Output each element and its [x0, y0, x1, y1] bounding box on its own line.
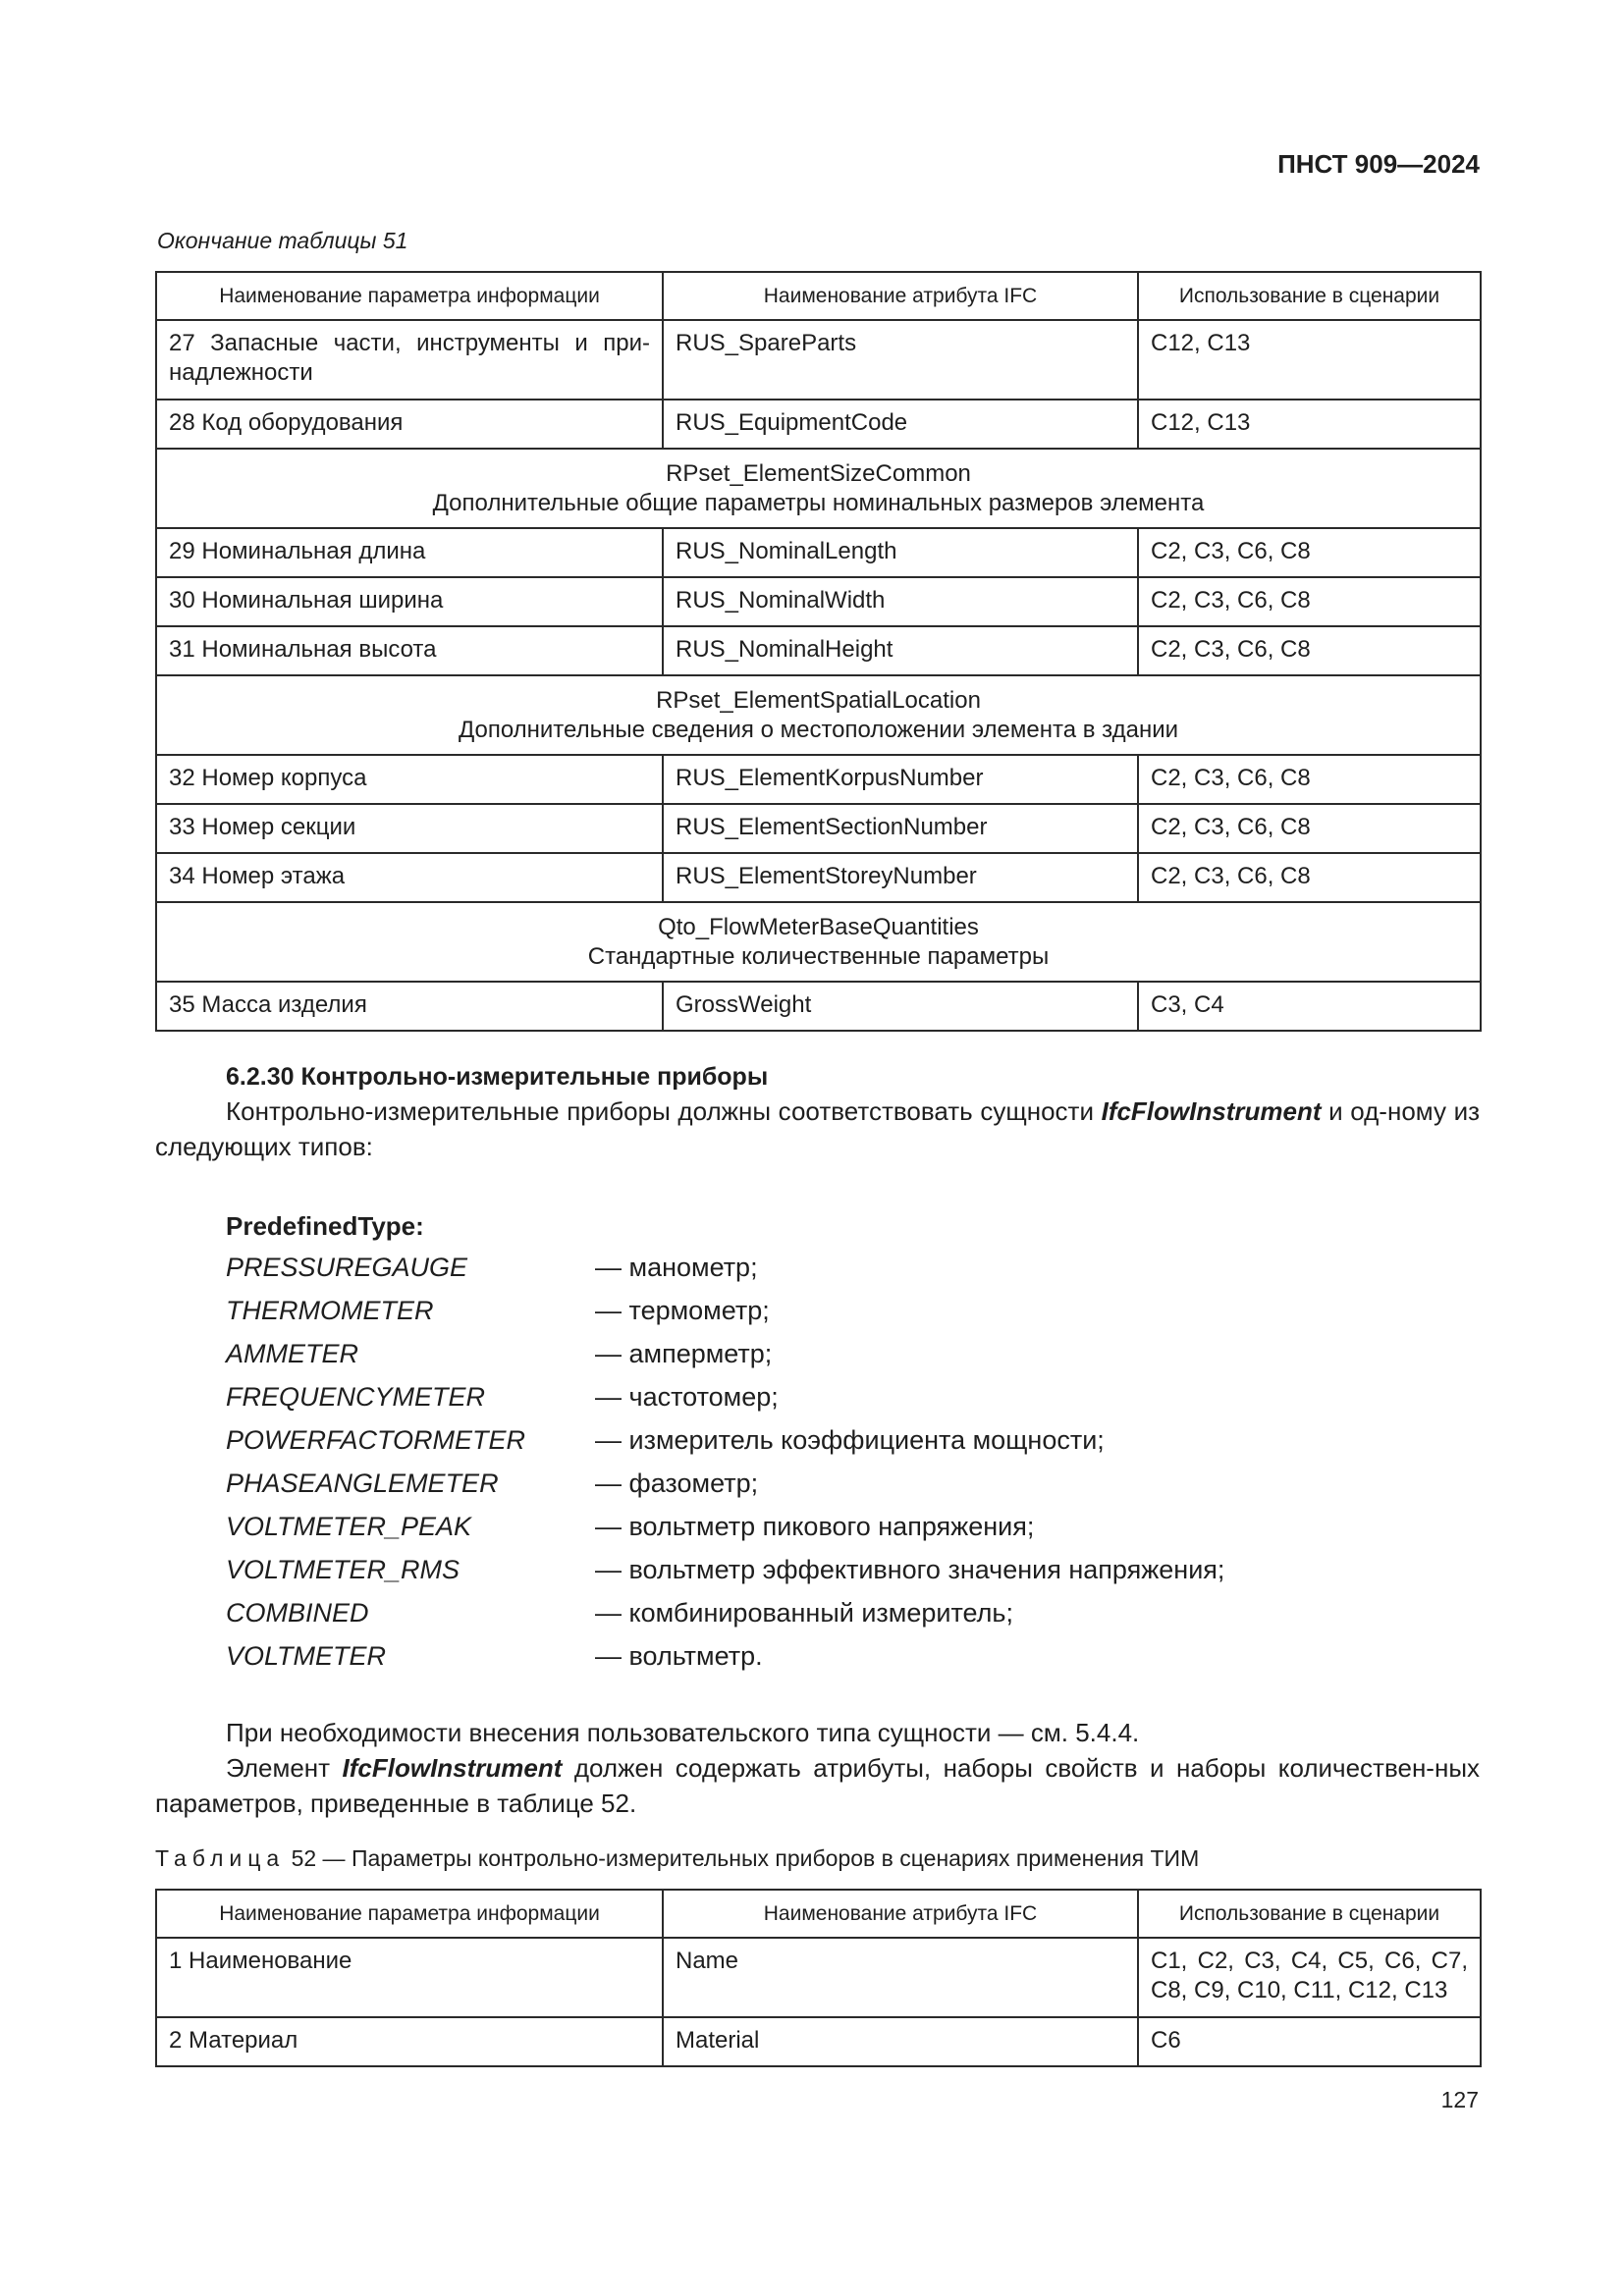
- table-row: [156, 2017, 1481, 2066]
- cell-param: 29 Номинальная длина: [156, 528, 663, 577]
- section-subtitle: Дополнительные сведения о местоположении элемента в здании: [458, 716, 1179, 743]
- cell-usage: C2, C3, C6, C8: [1138, 626, 1481, 675]
- cell-attr: GrossWeight: [663, 982, 1138, 1031]
- type-desc: — измеритель коэффициента мощности;: [595, 1425, 1105, 1455]
- section-title: Qto_FlowMeterBaseQuantities: [658, 913, 979, 940]
- cell-usage: C2, C3, C6, C8: [1138, 804, 1481, 853]
- cell-param: 31 Номинальная высота: [156, 626, 663, 675]
- intro-paragraph: [155, 1094, 1480, 1164]
- list-item: [226, 1512, 1306, 1555]
- table-header-row: [156, 272, 1481, 320]
- table-row: [156, 626, 1481, 675]
- cell-param: 2 Материал: [156, 2017, 663, 2066]
- note-paragraph: [155, 1715, 1480, 1750]
- table-row: [156, 1938, 1481, 2017]
- section-cell: [156, 449, 1481, 528]
- type-name: VOLTMETER_PEAK: [226, 1512, 472, 1541]
- cell-attr: RUS_ElementKorpusNumber: [663, 755, 1138, 804]
- cell-usage: C12, C13: [1138, 320, 1481, 400]
- table52-caption: [155, 1845, 1199, 1872]
- cell-param: 34 Номер этажа: [156, 853, 663, 902]
- header-attr: Наименование атрибута IFC: [663, 1890, 1138, 1938]
- list-item: [226, 1253, 1306, 1296]
- list-item: [226, 1296, 1306, 1339]
- type-desc: — термометр;: [595, 1296, 770, 1325]
- cell-attr: RUS_NominalLength: [663, 528, 1138, 577]
- table-row: [156, 853, 1481, 902]
- page-number: 127: [1440, 2087, 1479, 2112]
- type-name: THERMOMETER: [226, 1296, 434, 1325]
- table-row: [156, 400, 1481, 449]
- cell-param: 35 Масса изделия: [156, 982, 663, 1031]
- cell-param: 33 Номер секции: [156, 804, 663, 853]
- table-header-row: [156, 1890, 1481, 1938]
- table-section-row: [156, 902, 1481, 982]
- doc-code: ПНСТ 909—2024: [1277, 149, 1480, 179]
- element-entity: IfcFlowInstrument: [342, 1753, 563, 1783]
- intro-text-before: Контрольно-измерительные приборы должны соответствовать сущности: [226, 1096, 1102, 1126]
- table-section-row: [156, 449, 1481, 528]
- cell-param: 1 Наименование: [156, 1938, 663, 2017]
- predefined-type-label: PredefinedType:: [226, 1211, 424, 1241]
- table51-caption: Окончание таблицы 51: [157, 228, 408, 253]
- section-subtitle: Стандартные количественные параметры: [587, 942, 1050, 970]
- caption-word: Таблица: [155, 1845, 286, 1871]
- element-paragraph: [155, 1750, 1480, 1821]
- list-item: [226, 1555, 1306, 1598]
- cell-attr: RUS_EquipmentCode: [663, 400, 1138, 449]
- list-item: [226, 1425, 1306, 1468]
- type-name: POWERFACTORMETER: [226, 1425, 526, 1455]
- cell-param: 27 Запасные части, инструменты и при-надлежности: [156, 320, 663, 400]
- cell-param: 28 Код оборудования: [156, 400, 663, 449]
- cell-attr: RUS_SpareParts: [663, 320, 1138, 400]
- table-row: [156, 320, 1481, 400]
- cell-usage: C3, C4: [1138, 982, 1481, 1031]
- section-title: RPset_ElementSpatialLocation: [656, 686, 981, 714]
- type-name: COMBINED: [226, 1598, 369, 1628]
- type-desc: — вольтметр эффективного значения напряжения;: [595, 1555, 1225, 1584]
- type-desc: — манометр;: [595, 1253, 758, 1282]
- intro-entity: IfcFlowInstrument: [1101, 1096, 1322, 1126]
- type-list: [226, 1253, 1306, 1684]
- cell-usage: C2, C3, C6, C8: [1138, 755, 1481, 804]
- type-name: PHASEANGLEMETER: [226, 1468, 499, 1498]
- section-cell: [156, 902, 1481, 982]
- table-section-row: [156, 675, 1481, 755]
- cell-attr: Material: [663, 2017, 1138, 2066]
- header-attr: Наименование атрибута IFC: [663, 272, 1138, 320]
- section-title: RPset_ElementSizeCommon: [666, 459, 971, 487]
- cell-usage: C6: [1138, 2017, 1481, 2066]
- section-heading: 6.2.30 Контрольно-измерительные приборы: [226, 1063, 769, 1091]
- cell-usage: C1, C2, C3, C4, C5, C6, C7, C8, C9, C10, C11, C12, C13: [1138, 1938, 1481, 2017]
- type-desc: — амперметр;: [595, 1339, 773, 1368]
- type-desc: — вольтметр.: [595, 1641, 763, 1671]
- list-item: [226, 1339, 1306, 1382]
- table-52: [155, 1889, 1482, 2067]
- cell-usage: C2, C3, C6, C8: [1138, 528, 1481, 577]
- element-text-after: должен содержать атрибуты, наборы свойств и наборы количествен-ных параметров, приведенные в таблице 52.: [155, 1753, 1481, 1818]
- header-usage: Использование в сценарии: [1138, 1890, 1481, 1938]
- type-name: PRESSUREGAUGE: [226, 1253, 468, 1282]
- table-51: [155, 271, 1482, 1032]
- type-name: AMMETER: [226, 1339, 358, 1368]
- table-row: [156, 528, 1481, 577]
- intro-text-after: и од-ному из следующих типов:: [155, 1096, 1481, 1161]
- type-name: VOLTMETER_RMS: [226, 1555, 460, 1584]
- section-subtitle: Дополнительные общие параметры номинальных размеров элемента: [432, 489, 1205, 516]
- cell-usage: C2, C3, C6, C8: [1138, 577, 1481, 626]
- header-param: Наименование параметра информации: [156, 1890, 663, 1938]
- table-row: [156, 577, 1481, 626]
- element-text-before: Элемент: [226, 1753, 343, 1783]
- type-desc: — вольтметр пикового напряжения;: [595, 1512, 1035, 1541]
- section-cell: [156, 675, 1481, 755]
- table-row: [156, 804, 1481, 853]
- cell-usage: C2, C3, C6, C8: [1138, 853, 1481, 902]
- type-desc: — комбинированный измеритель;: [595, 1598, 1013, 1628]
- cell-param: 32 Номер корпуса: [156, 755, 663, 804]
- list-item: [226, 1598, 1306, 1641]
- cell-usage: C12, C13: [1138, 400, 1481, 449]
- list-item: [226, 1382, 1306, 1425]
- header-param: Наименование параметра информации: [156, 272, 663, 320]
- cell-attr: RUS_NominalHeight: [663, 626, 1138, 675]
- header-usage: Использование в сценарии: [1138, 272, 1481, 320]
- cell-param: 30 Номинальная ширина: [156, 577, 663, 626]
- type-name: VOLTMETER: [226, 1641, 387, 1671]
- list-item: [226, 1468, 1306, 1512]
- table-row: [156, 982, 1481, 1031]
- list-item: [226, 1641, 1306, 1684]
- cell-attr: RUS_ElementSectionNumber: [663, 804, 1138, 853]
- cell-attr: RUS_ElementStoreyNumber: [663, 853, 1138, 902]
- cell-attr: RUS_NominalWidth: [663, 577, 1138, 626]
- table-row: [156, 755, 1481, 804]
- type-desc: — фазометр;: [595, 1468, 759, 1498]
- caption-rest: 52 — Параметры контрольно-измерительных приборов в сценариях применения ТИМ: [291, 1845, 1200, 1871]
- type-desc: — частотомер;: [595, 1382, 779, 1412]
- type-name: FREQUENCYMETER: [226, 1382, 486, 1412]
- note-text: При необходимости внесения пользовательского типа сущности — см. 5.4.4.: [226, 1718, 1140, 1747]
- cell-attr: Name: [663, 1938, 1138, 2017]
